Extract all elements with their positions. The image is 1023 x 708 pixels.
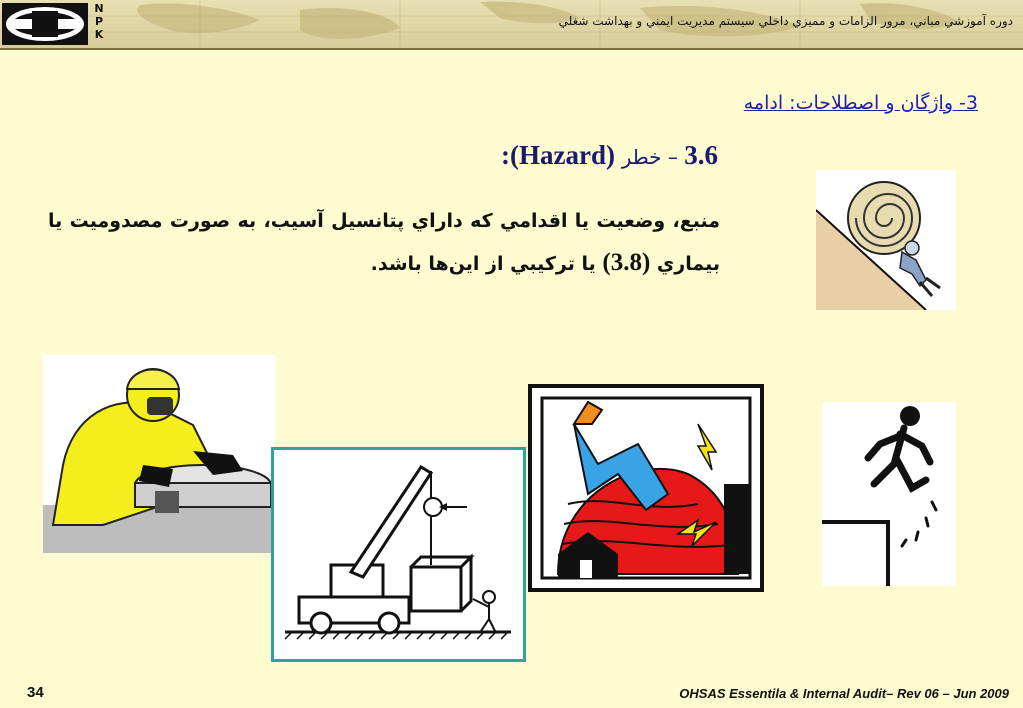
electrocution-icon — [528, 384, 764, 592]
crane-lifting-icon — [271, 447, 526, 662]
running-off-cliff-icon — [822, 402, 956, 586]
company-logo — [2, 3, 88, 45]
definition-part-2: يا تركيبي از اين‌ها باشد. — [370, 253, 603, 275]
definition-text — [48, 200, 720, 285]
definition-part-1: منبع، وضعيت يا اقدامي كه داراي پتانسيل آسيب، به صورت مصدوميت يا بيماري — [48, 210, 720, 275]
term-number: 3.6 — [684, 140, 718, 170]
course-title: دوره آموزشي مباني، مرور الزامات و مميزي داخلي سيستم مديريت ايمني و بهداشت شغلي — [558, 14, 1013, 28]
logo-letters — [92, 2, 106, 41]
logo-letter-p: P — [94, 15, 104, 28]
term-persian: خطر — [621, 145, 662, 169]
logo-letter-n: N — [94, 2, 104, 15]
section-heading: 3- واژگان و اصطلاحات: ادامه — [743, 92, 978, 114]
page-number: 34 — [27, 684, 44, 701]
term-heading — [501, 140, 718, 171]
term-dash: – — [661, 145, 685, 169]
hazmat-worker-icon — [43, 355, 275, 553]
boulder-pushing-icon — [816, 170, 956, 310]
definition-reference: (3.8) — [602, 249, 651, 276]
header-bar — [0, 0, 1023, 50]
term-english: (Hazard): — [500, 140, 622, 170]
logo-letter-k: K — [94, 28, 104, 41]
footer-text: OHSAS Essentila & Internal Audit– Rev 06 – Jun 2009 — [679, 686, 1009, 701]
